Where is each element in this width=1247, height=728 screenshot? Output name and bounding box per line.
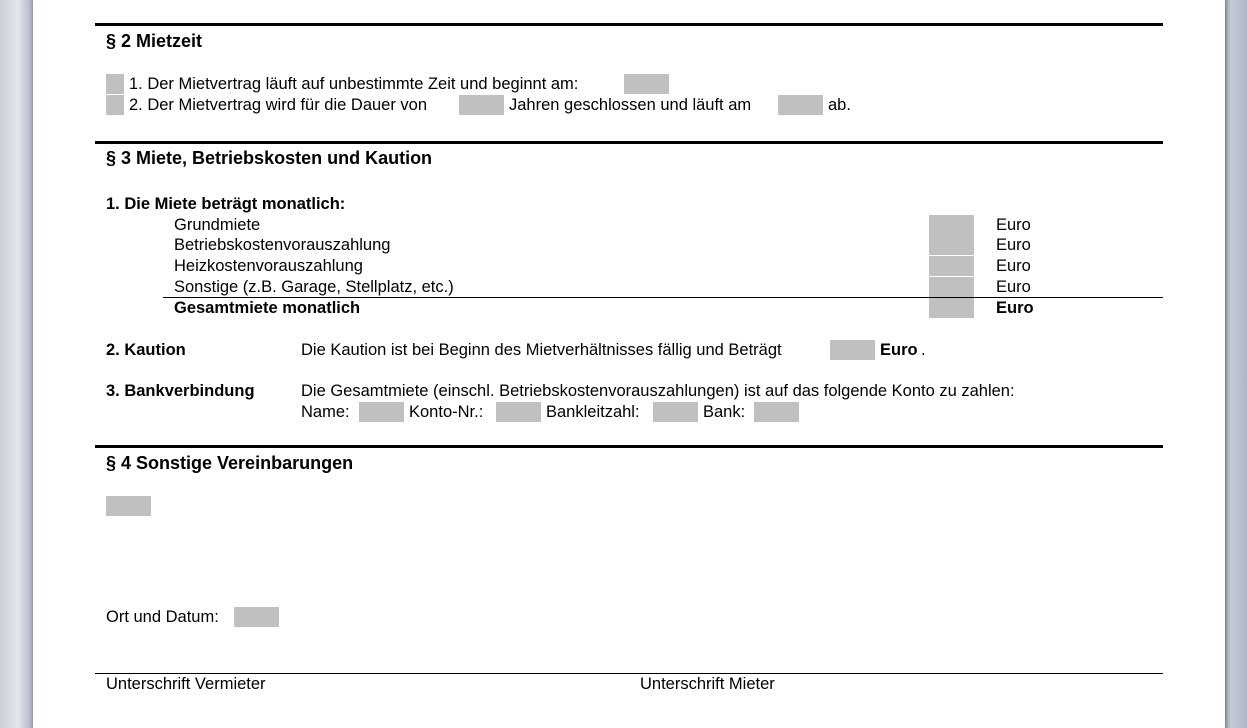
- operating-costs-field[interactable]: [929, 235, 974, 255]
- signature-landlord-label: Unterschrift Vermieter: [106, 675, 266, 693]
- account-number-field[interactable]: [496, 402, 541, 422]
- rent-row-label: Heizkostenvorauszahlung: [174, 257, 363, 275]
- term-unlimited-text: 1. Der Mietvertrag läuft auf unbestimmte Zeit und beginnt am:: [129, 75, 579, 93]
- signature-tenant-label: Unterschrift Mieter: [640, 675, 775, 693]
- start-date-field[interactable]: [624, 74, 669, 94]
- deposit-period: .: [921, 341, 926, 359]
- section-2-title: § 2 Mietzeit: [106, 31, 203, 51]
- place-date-field[interactable]: [234, 607, 279, 627]
- checkbox-unlimited-term[interactable]: [106, 74, 124, 94]
- bank-code-label: Bankleitzahl:: [546, 403, 640, 421]
- bank-name-field-label: Bank:: [703, 403, 746, 421]
- deposit-amount-field[interactable]: [830, 340, 875, 360]
- end-date-field[interactable]: [778, 95, 823, 115]
- account-number-label: Konto-Nr.:: [409, 403, 484, 421]
- rent-row-unit: Euro: [996, 216, 1031, 234]
- section-rule: [95, 141, 1163, 144]
- bank-text: Die Gesamtmiete (einschl. Betriebskostenvorauszahlungen) ist auf das folgende Konto zu zahlen:: [301, 382, 1015, 400]
- deposit-unit: Euro: [880, 341, 918, 359]
- section-3-title: § 3 Miete, Betriebskosten und Kaution: [106, 148, 433, 168]
- deposit-label: 2. Kaution: [106, 341, 186, 359]
- rent-heading: 1. Die Miete beträgt monatlich:: [106, 195, 346, 213]
- total-rent-unit: Euro: [996, 299, 1034, 317]
- place-date-label: Ort und Datum:: [106, 608, 219, 626]
- account-holder-field[interactable]: [359, 402, 404, 422]
- rent-row-label: Grundmiete: [174, 216, 261, 234]
- rent-row-unit: Euro: [996, 236, 1031, 254]
- rent-row-label: Betriebskostenvorauszahlung: [174, 236, 391, 254]
- bank-name-field[interactable]: [754, 402, 799, 422]
- bank-label: 3. Bankverbindung: [106, 382, 255, 400]
- rent-row-unit: Euro: [996, 278, 1031, 296]
- rent-row-unit: Euro: [996, 257, 1031, 275]
- bank-name-label: Name:: [301, 403, 350, 421]
- term-fixed-text-b: Jahren geschlossen und läuft am: [509, 96, 752, 114]
- heating-costs-field[interactable]: [929, 256, 974, 276]
- total-rent-field[interactable]: [929, 298, 974, 318]
- term-years-field[interactable]: [459, 95, 504, 115]
- other-costs-field[interactable]: [929, 277, 974, 297]
- term-fixed-text-c: ab.: [828, 96, 851, 114]
- section-rule: [95, 445, 1163, 448]
- document-page: [33, 0, 1225, 728]
- total-rent-label: Gesamtmiete monatlich: [174, 299, 361, 317]
- rent-row-label: Sonstige (z.B. Garage, Stellplatz, etc.): [174, 278, 454, 296]
- term-fixed-text-a: 2. Der Mietvertrag wird für die Dauer von: [129, 96, 428, 114]
- window-scroll-edge: [1225, 0, 1247, 728]
- base-rent-field[interactable]: [929, 215, 974, 235]
- section-rule: [95, 23, 1163, 26]
- checkbox-fixed-term[interactable]: [106, 95, 124, 115]
- other-agreements-field[interactable]: [106, 496, 151, 516]
- section-4-title: § 4 Sonstige Vereinbarungen: [106, 453, 354, 473]
- bank-code-field[interactable]: [653, 402, 698, 422]
- deposit-text: Die Kaution ist bei Beginn des Mietverhältnisses fällig und Beträgt: [301, 341, 782, 359]
